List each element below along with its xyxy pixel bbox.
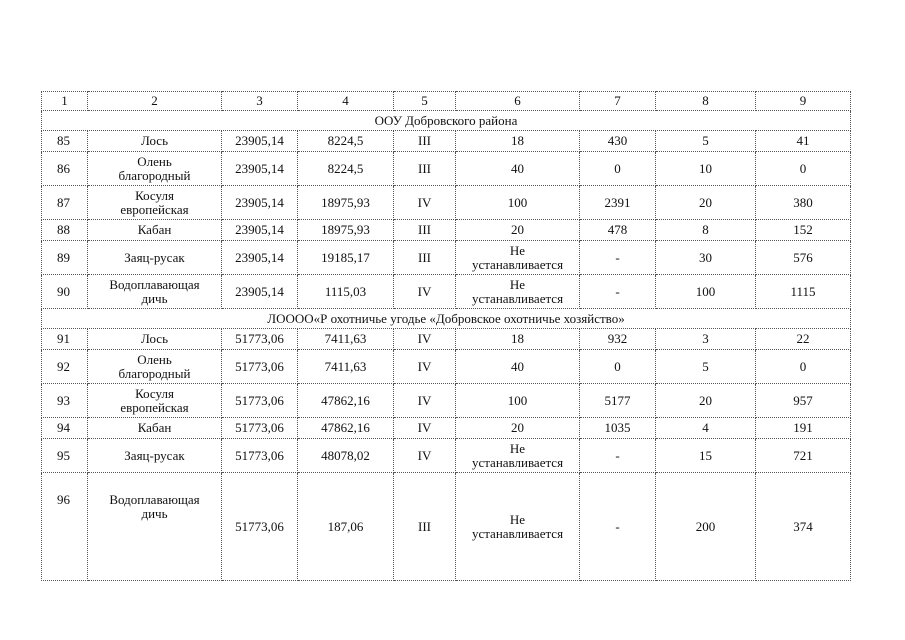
table-cell: 374 <box>756 473 851 581</box>
table-cell: 40 <box>456 350 580 384</box>
table-cell: Не устанавливается <box>456 275 580 309</box>
table-cell: 20 <box>656 186 756 220</box>
table-cell: 152 <box>756 220 851 241</box>
table-row <box>42 329 851 350</box>
table-cell: 430 <box>580 131 656 152</box>
table-cell: 5 <box>656 350 756 384</box>
row-number: 88 <box>42 220 88 241</box>
table-cell: IV <box>394 439 456 473</box>
table-cell: 30 <box>656 241 756 275</box>
row-number: 94 <box>42 418 88 439</box>
table-cell: 23905,14 <box>222 186 298 220</box>
table-cell: 48078,02 <box>298 439 394 473</box>
section-title: ООУ Добровского района <box>42 111 851 131</box>
header-cell: 9 <box>756 92 851 111</box>
row-number: 87 <box>42 186 88 220</box>
table-cell: 100 <box>456 384 580 418</box>
table-cell: IV <box>394 384 456 418</box>
header-cell: 5 <box>394 92 456 111</box>
table-cell: IV <box>394 275 456 309</box>
table-cell: 191 <box>756 418 851 439</box>
table-cell: 2391 <box>580 186 656 220</box>
table-cell: 8 <box>656 220 756 241</box>
table-row <box>42 241 851 275</box>
table-cell: 0 <box>580 350 656 384</box>
table-cell: III <box>394 152 456 186</box>
table-cell: Не устанавливается <box>456 439 580 473</box>
table-cell: 10 <box>656 152 756 186</box>
table-cell: Не устанавливается <box>456 473 580 581</box>
table-cell: IV <box>394 418 456 439</box>
table-cell: 5 <box>656 131 756 152</box>
table-cell: 20 <box>656 384 756 418</box>
table-cell: 51773,06 <box>222 350 298 384</box>
header-cell: 2 <box>88 92 222 111</box>
table-cell: 40 <box>456 152 580 186</box>
table-cell: 23905,14 <box>222 275 298 309</box>
species-cell: Косуля европейская <box>88 186 222 220</box>
table-cell: 1035 <box>580 418 656 439</box>
row-number: 90 <box>42 275 88 309</box>
table-cell: 1115 <box>756 275 851 309</box>
table-cell: 957 <box>756 384 851 418</box>
table-cell: 0 <box>756 350 851 384</box>
species-cell: Олень благородный <box>88 350 222 384</box>
table-cell: 0 <box>580 152 656 186</box>
row-number: 92 <box>42 350 88 384</box>
table-cell: 932 <box>580 329 656 350</box>
row-number: 95 <box>42 439 88 473</box>
species-cell: Кабан <box>88 220 222 241</box>
table-cell: 22 <box>756 329 851 350</box>
species-cell: Заяц-русак <box>88 241 222 275</box>
table-cell: 18 <box>456 329 580 350</box>
table-cell: 3 <box>656 329 756 350</box>
table-cell: - <box>580 473 656 581</box>
table-cell: 721 <box>756 439 851 473</box>
table-cell: IV <box>394 350 456 384</box>
table-cell: 18 <box>456 131 580 152</box>
table-cell: 100 <box>656 275 756 309</box>
row-number: 93 <box>42 384 88 418</box>
table-row <box>42 275 851 309</box>
table-cell: 7411,63 <box>298 350 394 384</box>
table-row <box>42 439 851 473</box>
section-title: ЛОООО«Р охотничье угодье «Добровское охотничье хозяйство» <box>42 309 851 329</box>
species-cell: Кабан <box>88 418 222 439</box>
header-cell: 8 <box>656 92 756 111</box>
species-cell: Водоплавающая дичь <box>88 473 222 581</box>
table-cell: 41 <box>756 131 851 152</box>
table-row <box>42 220 851 241</box>
species-cell: Олень благородный <box>88 152 222 186</box>
table-row <box>42 186 851 220</box>
table-row <box>42 350 851 384</box>
row-number: 91 <box>42 329 88 350</box>
table-cell: - <box>580 275 656 309</box>
table-cell: 23905,14 <box>222 220 298 241</box>
table-row <box>42 152 851 186</box>
table-cell: III <box>394 241 456 275</box>
table-cell: 4 <box>656 418 756 439</box>
table-cell: 8224,5 <box>298 131 394 152</box>
table-cell: 23905,14 <box>222 152 298 186</box>
species-cell: Водоплавающая дичь <box>88 275 222 309</box>
table-cell: 23905,14 <box>222 241 298 275</box>
table-cell: 51773,06 <box>222 439 298 473</box>
table-cell: 200 <box>656 473 756 581</box>
table-cell: 8224,5 <box>298 152 394 186</box>
header-cell: 1 <box>42 92 88 111</box>
table-cell: 51773,06 <box>222 418 298 439</box>
table-cell: - <box>580 439 656 473</box>
header-cell: 3 <box>222 92 298 111</box>
table-cell: 1115,03 <box>298 275 394 309</box>
table-cell: Не устанавливается <box>456 241 580 275</box>
table-cell: 51773,06 <box>222 329 298 350</box>
table-cell: 478 <box>580 220 656 241</box>
row-number: 86 <box>42 152 88 186</box>
table-cell: 380 <box>756 186 851 220</box>
table-cell: III <box>394 473 456 581</box>
section-row <box>42 111 851 131</box>
row-number: 96 <box>42 473 88 581</box>
table-cell: 23905,14 <box>222 131 298 152</box>
section-row <box>42 309 851 329</box>
species-cell: Косуля европейская <box>88 384 222 418</box>
header-cell: 6 <box>456 92 580 111</box>
species-cell: Лось <box>88 329 222 350</box>
table-cell: 51773,06 <box>222 473 298 581</box>
table-cell: 576 <box>756 241 851 275</box>
table-cell: 20 <box>456 220 580 241</box>
table-cell: 7411,63 <box>298 329 394 350</box>
table-cell: 47862,16 <box>298 384 394 418</box>
table-row <box>42 131 851 152</box>
table-cell: 19185,17 <box>298 241 394 275</box>
table-cell: 187,06 <box>298 473 394 581</box>
table-cell: 18975,93 <box>298 220 394 241</box>
table-cell: - <box>580 241 656 275</box>
table-cell: III <box>394 131 456 152</box>
row-number: 85 <box>42 131 88 152</box>
table-cell: 15 <box>656 439 756 473</box>
data-table <box>41 91 851 581</box>
header-cell: 4 <box>298 92 394 111</box>
table-cell: IV <box>394 329 456 350</box>
header-cell: 7 <box>580 92 656 111</box>
table-cell: 0 <box>756 152 851 186</box>
table-row <box>42 418 851 439</box>
species-cell: Лось <box>88 131 222 152</box>
table-cell: 47862,16 <box>298 418 394 439</box>
row-number: 89 <box>42 241 88 275</box>
table-cell: 100 <box>456 186 580 220</box>
table-cell: IV <box>394 186 456 220</box>
table-row <box>42 384 851 418</box>
table-cell: 51773,06 <box>222 384 298 418</box>
table-cell: 18975,93 <box>298 186 394 220</box>
header-row <box>42 92 851 111</box>
table-cell: 20 <box>456 418 580 439</box>
species-cell: Заяц-русак <box>88 439 222 473</box>
table-cell: III <box>394 220 456 241</box>
table-cell: 5177 <box>580 384 656 418</box>
table-row <box>42 473 851 581</box>
